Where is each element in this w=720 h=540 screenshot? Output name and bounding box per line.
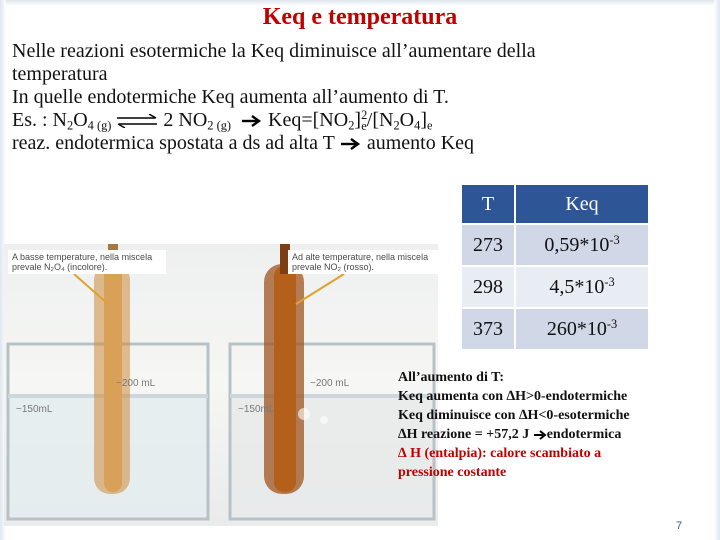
table-header-t: T [462, 185, 515, 224]
keq-expression: $Keq=[NO_2]^2_e/[N_2O_4]_e$ [268, 108, 433, 133]
body-line-example [12, 109, 712, 132]
table-cell-keq: $4,5*10^{-3}$ [515, 266, 648, 308]
table-cell-t: 373 [462, 308, 515, 349]
note-line-1: All’aumento di T: [398, 370, 505, 385]
table-cell-keq: $260*10^{-3}$ [515, 308, 648, 349]
table-header-keq: Keq [515, 185, 648, 224]
body-line-2: temperatura [12, 63, 108, 85]
table-header-row [462, 185, 648, 224]
slide-title: Keq e temperatura [262, 4, 458, 30]
body-text [12, 40, 712, 155]
left-beaker [8, 244, 208, 519]
beaker-volume-mark: −200 mL [310, 378, 350, 389]
product-formula: 2 $NO_{2 (g)}$ [163, 109, 232, 133]
page-number: 7 [676, 520, 683, 532]
summary-note [398, 368, 698, 482]
body-line-1: Nelle reazioni esotermiche la Keq diminuisce all’aumentare della [12, 40, 536, 62]
slide-frame-right [714, 0, 720, 540]
right-arrow-icon [241, 114, 263, 128]
note-line-5: ∆ H (entalpia): calore scambiato a [398, 446, 602, 461]
caption-high-temperature: Ad alte temperature, nella miscela prevale NO₂ (rosso). [288, 250, 438, 274]
delta-icon: ∆ [506, 389, 516, 404]
beaker-volume-mark: ~150mL [16, 404, 53, 415]
delta-icon: ∆ [518, 408, 528, 423]
reactant-formula: Es. : $N_2O_{4 (g)}$ [12, 109, 112, 133]
table-row [462, 266, 648, 308]
caption-low-temperature: A basse temperature, nella miscela prevale N₂O₄ (incolore). [8, 250, 166, 274]
keq-temperature-table [462, 185, 648, 349]
table-cell-keq: $0,59*10^{-3}$ [515, 224, 648, 266]
note-line-6: pressione costante [398, 465, 507, 480]
table-row [462, 224, 648, 266]
body-line-3: In quelle endotermiche Keq aumenta all’aumento di T. [12, 86, 449, 108]
right-arrow-icon [533, 430, 547, 440]
note-line-2: Keq aumenta con ∆H>0-endotermiche [398, 389, 628, 404]
delta-icon: ∆ [398, 427, 407, 442]
right-arrow-icon [340, 137, 362, 151]
equilibrium-arrow-icon [115, 114, 159, 128]
table-cell-t: 298 [462, 266, 515, 308]
beakers-illustration [4, 244, 438, 526]
table-cell-t: 273 [462, 224, 515, 266]
delta-icon: ∆ [398, 446, 407, 461]
table-row [462, 308, 648, 349]
note-line-3: Keq diminuisce con ∆H<0-esotermiche [398, 408, 630, 423]
beaker-volume-mark: ~150mL [238, 404, 275, 415]
beakers-photo [4, 244, 438, 526]
body-line-5: reaz. endotermica spostata a ds ad alta T aumento Keq [12, 132, 475, 154]
note-line-4: ∆H reazione = +57,2 J endotermica [398, 427, 622, 442]
beaker-volume-mark: −200 mL [116, 378, 156, 389]
